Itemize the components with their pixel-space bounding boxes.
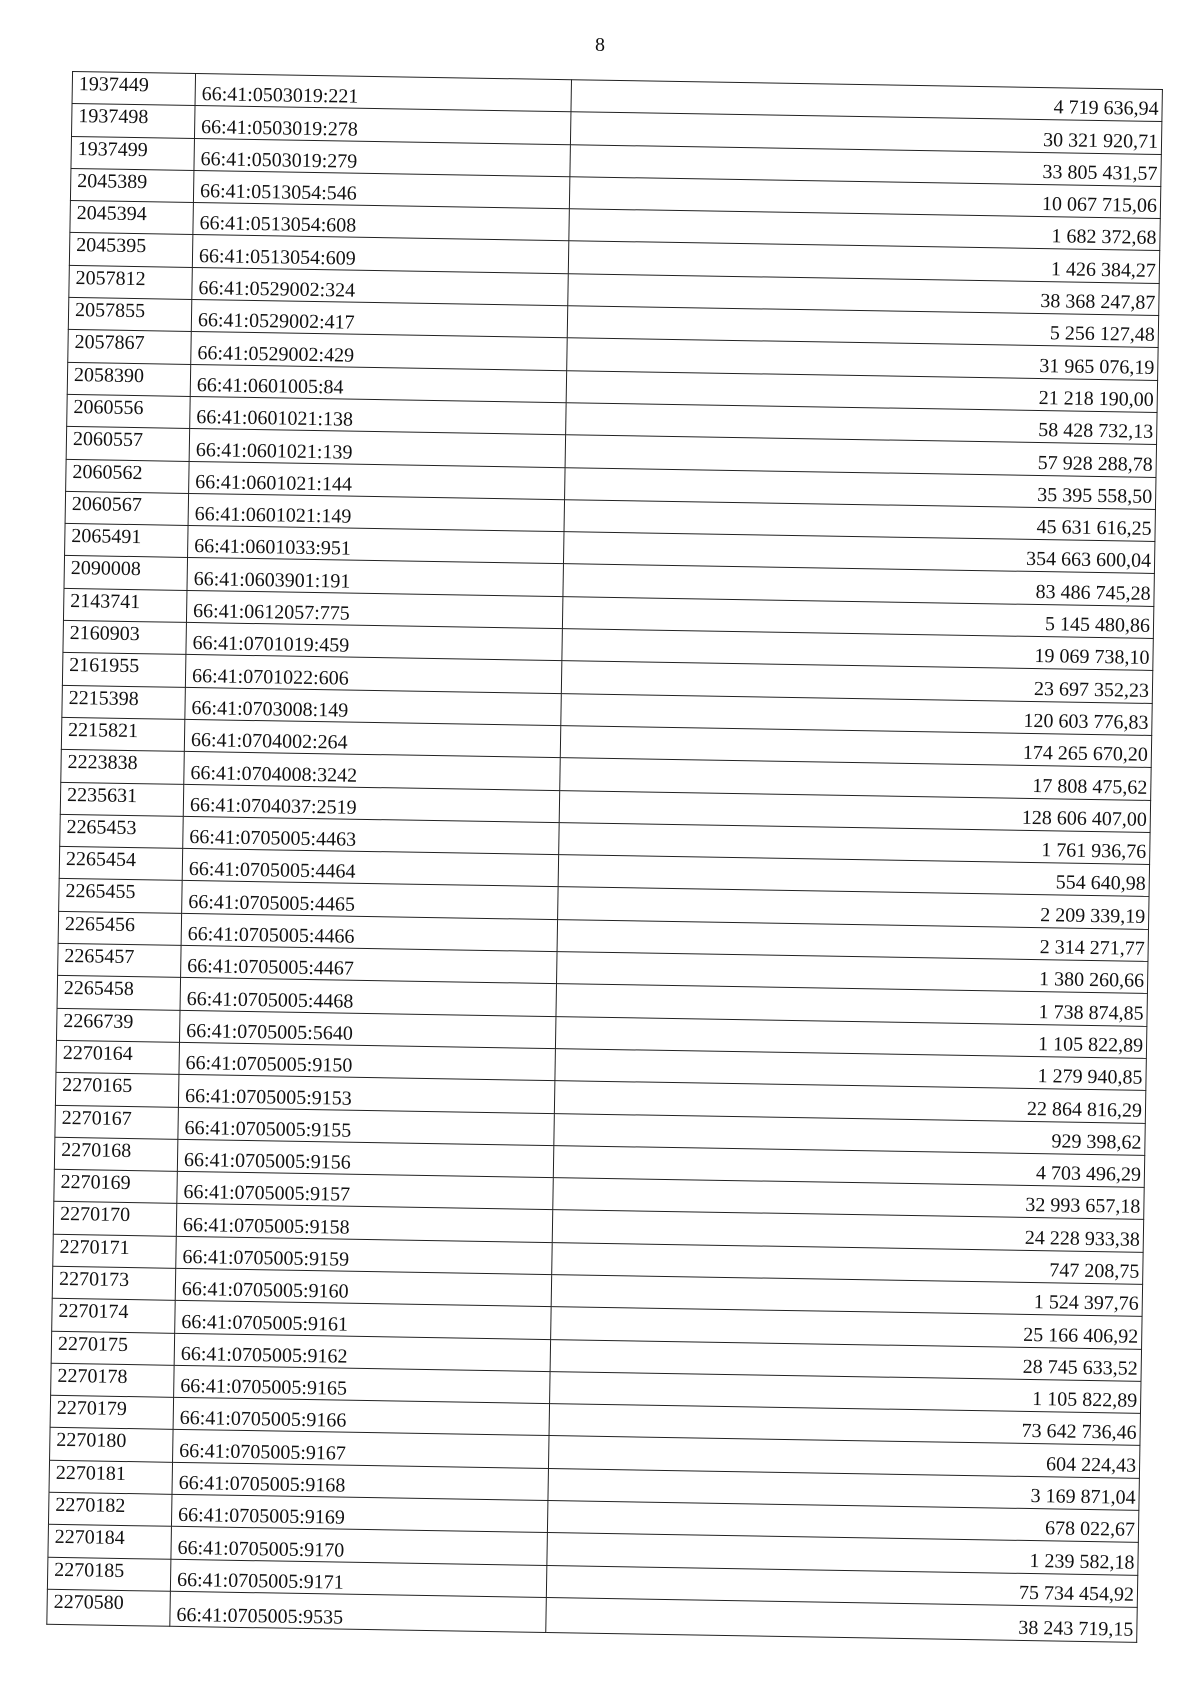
cadastral-value-cell: 354 663 600,04: [563, 532, 1154, 574]
cadastral-value-cell: 1 524 397,76: [551, 1275, 1142, 1317]
object-id-cell: 2060557: [66, 427, 190, 461]
cadastral-number-cell: 66:41:0705005:4467: [181, 945, 557, 984]
cadastral-number-cell: 66:41:0705005:4466: [181, 913, 557, 952]
cadastral-value-cell: 23 697 352,23: [561, 661, 1152, 703]
cadastral-value-cell: 73 642 736,46: [549, 1404, 1140, 1446]
cadastral-value-cell: 33 805 431,57: [570, 144, 1161, 186]
cadastral-value-cell: 38 243 719,15: [546, 1597, 1137, 1642]
cadastral-value-cell: 554 640,98: [558, 855, 1149, 897]
cadastral-number-cell: 66:41:0513054:546: [193, 170, 569, 209]
cadastral-value-cell: 1 682 372,68: [569, 209, 1160, 251]
cadastral-value-cell: 174 265 670,20: [560, 726, 1151, 768]
cadastral-value-cell: 678 022,67: [547, 1501, 1138, 1543]
cadastral-number-cell: 66:41:0705005:4468: [180, 978, 556, 1017]
object-id-cell: 2090008: [64, 556, 188, 590]
cadastral-number-cell: 66:41:0705005:9165: [174, 1365, 550, 1404]
cadastral-number-cell: 66:41:0705005:9166: [173, 1397, 549, 1436]
object-id-cell: 1937449: [72, 71, 196, 105]
object-id-cell: 2265458: [57, 976, 181, 1010]
cadastral-number-cell: 66:41:0705005:9535: [170, 1591, 547, 1632]
object-id-cell: 2161955: [62, 653, 186, 687]
object-id-cell: 2270169: [54, 1169, 178, 1203]
cadastral-value-cell: 31 965 076,19: [567, 338, 1158, 380]
cadastral-value-cell: 5 145 480,86: [562, 596, 1153, 638]
cadastral-value-cell: 24 228 933,38: [552, 1210, 1143, 1252]
object-id-cell: 2270181: [49, 1460, 173, 1494]
cadastral-table-wrapper: [46, 71, 1163, 1643]
cadastral-number-cell: 66:41:0705005:9162: [174, 1333, 550, 1372]
object-id-cell: 2270580: [47, 1589, 171, 1626]
object-id-cell: 2223838: [61, 750, 185, 784]
cadastral-number-cell: 66:41:0704002:264: [184, 719, 560, 758]
cadastral-value-cell: 30 321 920,71: [570, 112, 1161, 154]
cadastral-value-cell: 2 209 339,19: [558, 887, 1149, 929]
object-id-cell: 2265456: [58, 911, 182, 945]
cadastral-number-cell: 66:41:0529002:417: [191, 300, 567, 339]
object-id-cell: 2060556: [67, 394, 191, 428]
object-id-cell: 2143741: [63, 588, 187, 622]
cadastral-value-cell: 45 631 616,25: [564, 500, 1155, 542]
object-id-cell: 2270180: [50, 1428, 174, 1462]
cadastral-value-cell: 1 279 940,85: [555, 1049, 1146, 1091]
cadastral-number-cell: 66:41:0705005:9170: [171, 1527, 547, 1566]
cadastral-value-table: [46, 71, 1163, 1643]
cadastral-number-cell: 66:41:0705005:9150: [179, 1042, 555, 1081]
object-id-cell: 2270167: [55, 1105, 179, 1139]
object-id-cell: 2270170: [53, 1202, 177, 1236]
page-number: 8: [595, 34, 605, 56]
object-id-cell: 2045394: [70, 201, 194, 235]
cadastral-value-cell: 1 380 260,66: [557, 952, 1148, 994]
object-id-cell: 2270171: [53, 1234, 177, 1268]
cadastral-number-cell: 66:41:0601021:149: [188, 493, 564, 532]
cadastral-number-cell: 66:41:0705005:4465: [182, 881, 558, 920]
cadastral-number-cell: 66:41:0503019:221: [195, 74, 571, 113]
object-id-cell: 2065491: [65, 524, 189, 558]
object-id-cell: 2270173: [52, 1266, 176, 1300]
cadastral-value-cell: 604 224,43: [548, 1436, 1139, 1478]
object-id-cell: 2270164: [56, 1040, 180, 1074]
cadastral-number-cell: 66:41:0705005:4464: [182, 849, 558, 888]
object-id-cell: 2265457: [58, 943, 182, 977]
cadastral-number-cell: 66:41:0601021:139: [189, 429, 565, 468]
cadastral-value-cell: 747 208,75: [552, 1242, 1143, 1284]
object-id-cell: 2270184: [48, 1525, 172, 1559]
cadastral-value-cell: 28 745 633,52: [550, 1339, 1141, 1381]
cadastral-number-cell: 66:41:0704037:2519: [183, 784, 559, 823]
cadastral-value-cell: 22 864 816,29: [554, 1081, 1145, 1123]
cadastral-value-cell: 2 314 271,77: [557, 919, 1148, 961]
cadastral-number-cell: 66:41:0603901:191: [187, 558, 563, 597]
cadastral-value-cell: 1 426 384,27: [568, 241, 1159, 283]
cadastral-value-cell: 32 993 657,18: [553, 1178, 1144, 1220]
cadastral-number-cell: 66:41:0601005:84: [190, 364, 566, 403]
cadastral-number-cell: 66:41:0705005:9158: [176, 1204, 552, 1243]
object-id-cell: 2265453: [60, 814, 184, 848]
cadastral-value-cell: 57 928 288,78: [565, 435, 1156, 477]
object-id-cell: 1937498: [71, 104, 195, 138]
cadastral-value-cell: 58 428 732,13: [566, 403, 1157, 445]
cadastral-value-cell: 4 719 636,94: [571, 80, 1162, 122]
object-id-cell: 2057867: [68, 330, 192, 364]
cadastral-number-cell: 66:41:0701022:606: [185, 655, 561, 694]
cadastral-value-cell: 120 603 776,83: [561, 693, 1152, 735]
cadastral-value-cell: 75 734 454,92: [546, 1565, 1137, 1607]
cadastral-value-cell: 17 808 475,62: [560, 758, 1151, 800]
cadastral-number-cell: 66:41:0705005:9169: [171, 1494, 547, 1533]
cadastral-number-cell: 66:41:0705005:4463: [183, 816, 559, 855]
cadastral-number-cell: 66:41:0705005:9159: [176, 1236, 552, 1275]
cadastral-number-cell: 66:41:0705005:9157: [177, 1171, 553, 1210]
object-id-cell: 2270165: [55, 1073, 179, 1107]
object-id-cell: 2060567: [65, 491, 189, 525]
cadastral-number-cell: 66:41:0529002:429: [191, 332, 567, 371]
object-id-cell: 2057855: [68, 298, 192, 332]
cadastral-number-cell: 66:41:0705005:5640: [179, 1010, 555, 1049]
cadastral-value-cell: 929 398,62: [554, 1113, 1145, 1155]
object-id-cell: 2215821: [61, 717, 185, 751]
object-id-cell: 2265454: [59, 846, 183, 880]
cadastral-value-cell: 1 738 874,85: [556, 984, 1147, 1026]
object-id-cell: 2270175: [51, 1331, 175, 1365]
object-id-cell: 1937499: [71, 136, 195, 170]
cadastral-value-cell: 21 218 190,00: [566, 370, 1157, 412]
object-id-cell: 2270179: [50, 1395, 174, 1429]
object-id-cell: 2160903: [63, 620, 187, 654]
cadastral-value-cell: 83 486 745,28: [563, 564, 1154, 606]
cadastral-number-cell: 66:41:0705005:9167: [173, 1430, 549, 1469]
cadastral-value-cell: 25 166 406,92: [551, 1307, 1142, 1349]
object-id-cell: 2266739: [57, 1008, 181, 1042]
cadastral-number-cell: 66:41:0612057:775: [186, 590, 562, 629]
cadastral-value-cell: 10 067 715,06: [569, 177, 1160, 219]
cadastral-number-cell: 66:41:0705005:9160: [175, 1268, 551, 1307]
cadastral-value-cell: 1 239 582,18: [547, 1533, 1138, 1575]
object-id-cell: 2045395: [69, 233, 193, 267]
object-id-cell: 2270168: [54, 1137, 178, 1171]
cadastral-number-cell: 66:41:0503019:279: [194, 138, 570, 177]
object-id-cell: 2235631: [60, 782, 184, 816]
table-body: [47, 71, 1163, 1642]
cadastral-value-cell: 1 105 822,89: [555, 1016, 1146, 1058]
object-id-cell: 2270185: [47, 1557, 171, 1591]
cadastral-number-cell: 66:41:0513054:608: [193, 203, 569, 242]
object-id-cell: 2215398: [62, 685, 186, 719]
cadastral-number-cell: 66:41:0705005:9171: [170, 1559, 546, 1598]
cadastral-value-cell: 38 368 247,87: [568, 273, 1159, 315]
object-id-cell: 2060562: [66, 459, 190, 493]
cadastral-number-cell: 66:41:0705005:9161: [175, 1301, 551, 1340]
cadastral-value-cell: 128 606 407,00: [559, 790, 1150, 832]
cadastral-value-cell: 3 169 871,04: [548, 1468, 1139, 1510]
object-id-cell: 2045389: [70, 168, 194, 202]
cadastral-number-cell: 66:41:0701019:459: [186, 622, 562, 661]
cadastral-number-cell: 66:41:0704008:3242: [184, 752, 560, 791]
cadastral-value-cell: 35 395 558,50: [565, 467, 1156, 509]
cadastral-number-cell: 66:41:0705005:9168: [172, 1462, 548, 1501]
object-id-cell: 2058390: [67, 362, 191, 396]
object-id-cell: 2265455: [59, 879, 183, 913]
cadastral-number-cell: 66:41:0513054:609: [192, 235, 568, 274]
cadastral-number-cell: 66:41:0601021:144: [189, 461, 565, 500]
cadastral-value-cell: 1 105 822,89: [550, 1371, 1141, 1413]
cadastral-number-cell: 66:41:0503019:278: [194, 106, 570, 145]
cadastral-number-cell: 66:41:0601033:951: [188, 526, 564, 565]
object-id-cell: 2270182: [48, 1492, 172, 1526]
object-id-cell: 2270178: [51, 1363, 175, 1397]
cadastral-number-cell: 66:41:0705005:9153: [178, 1075, 554, 1114]
cadastral-number-cell: 66:41:0529002:324: [192, 267, 568, 306]
cadastral-number-cell: 66:41:0703008:149: [185, 687, 561, 726]
cadastral-value-cell: 1 761 936,76: [559, 822, 1150, 864]
object-id-cell: 2057812: [69, 265, 193, 299]
cadastral-value-cell: 19 069 738,10: [562, 629, 1153, 671]
cadastral-value-cell: 4 703 496,29: [553, 1145, 1144, 1187]
object-id-cell: 2270174: [52, 1299, 176, 1333]
cadastral-value-cell: 5 256 127,48: [567, 306, 1158, 348]
cadastral-number-cell: 66:41:0705005:9156: [177, 1139, 553, 1178]
cadastral-number-cell: 66:41:0705005:9155: [178, 1107, 554, 1146]
cadastral-number-cell: 66:41:0601021:138: [190, 396, 566, 435]
